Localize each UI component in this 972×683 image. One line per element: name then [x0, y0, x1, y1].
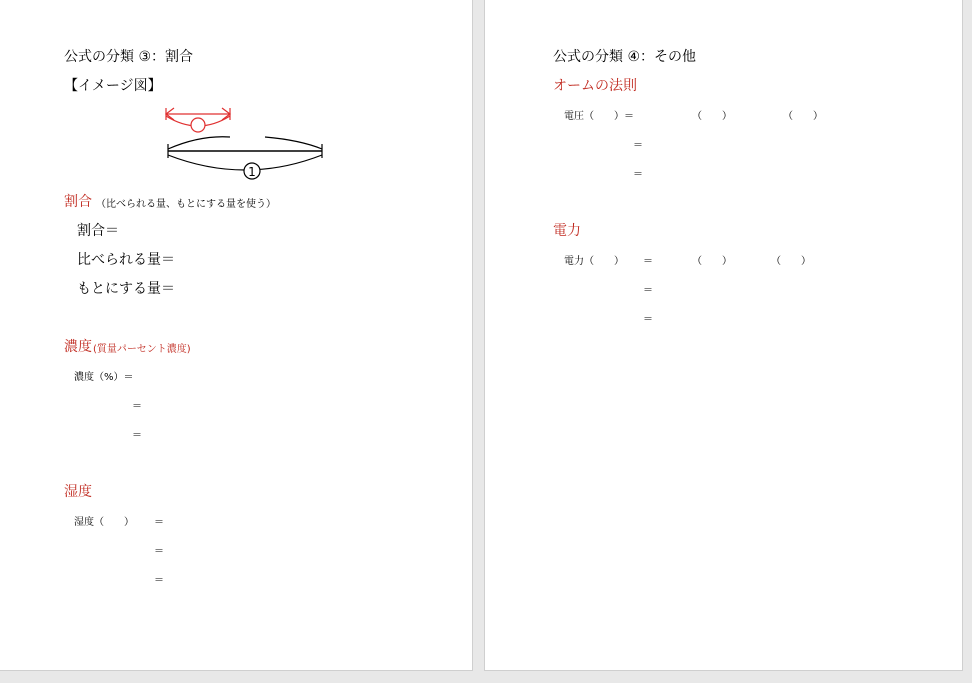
- ohm-label: 電圧（ ）＝: [564, 111, 634, 122]
- power-eq-3: ＝: [643, 314, 653, 325]
- right-page-title: 公式の分類 ④：その他: [553, 49, 697, 65]
- power-eq-1: ＝: [643, 256, 653, 267]
- compared-amount-line: 比べられる量＝: [77, 252, 175, 268]
- power-heading: 電力: [553, 223, 581, 239]
- concentration-note: (質量パーセント濃度): [93, 344, 191, 355]
- humidity-eq-3: ＝: [154, 575, 164, 586]
- concentration-heading: 濃度: [64, 339, 92, 355]
- ratio-note: （比べられる量、もとにする量を使う）: [96, 199, 276, 210]
- left-page-title: 公式の分類 ③：割合: [64, 49, 194, 65]
- humidity-eq-1: ＝: [154, 517, 164, 528]
- concentration-eq-3: ＝: [132, 430, 142, 441]
- ohm-eq-2: ＝: [633, 140, 643, 151]
- ohm-paren-1: （ ）: [692, 111, 732, 122]
- ohm-eq-3: ＝: [633, 169, 643, 180]
- concentration-label: 濃度（%）＝: [74, 372, 134, 383]
- ratio-formula-line: 割合＝: [77, 223, 119, 239]
- power-paren-2: （ ）: [771, 256, 811, 267]
- humidity-heading: 湿度: [64, 484, 92, 500]
- humidity-label: 湿度（ ）: [74, 517, 134, 528]
- power-eq-2: ＝: [643, 285, 653, 296]
- humidity-eq-2: ＝: [154, 546, 164, 557]
- power-label: 電力（ ）: [564, 256, 624, 267]
- ohm-paren-2: （ ）: [783, 111, 823, 122]
- image-label: 【イメージ図】: [64, 78, 162, 94]
- concentration-eq-2: ＝: [132, 401, 142, 412]
- ratio-diagram: [160, 100, 330, 185]
- ratio-heading: 割合: [64, 194, 92, 210]
- ohm-heading: オームの法則: [553, 78, 637, 94]
- document-page-left: [0, 0, 473, 671]
- base-amount-line: もとにする量＝: [77, 281, 175, 297]
- document-page-right: [484, 0, 963, 671]
- power-paren-1: （ ）: [692, 256, 732, 267]
- svg-text:1: 1: [248, 165, 256, 179]
